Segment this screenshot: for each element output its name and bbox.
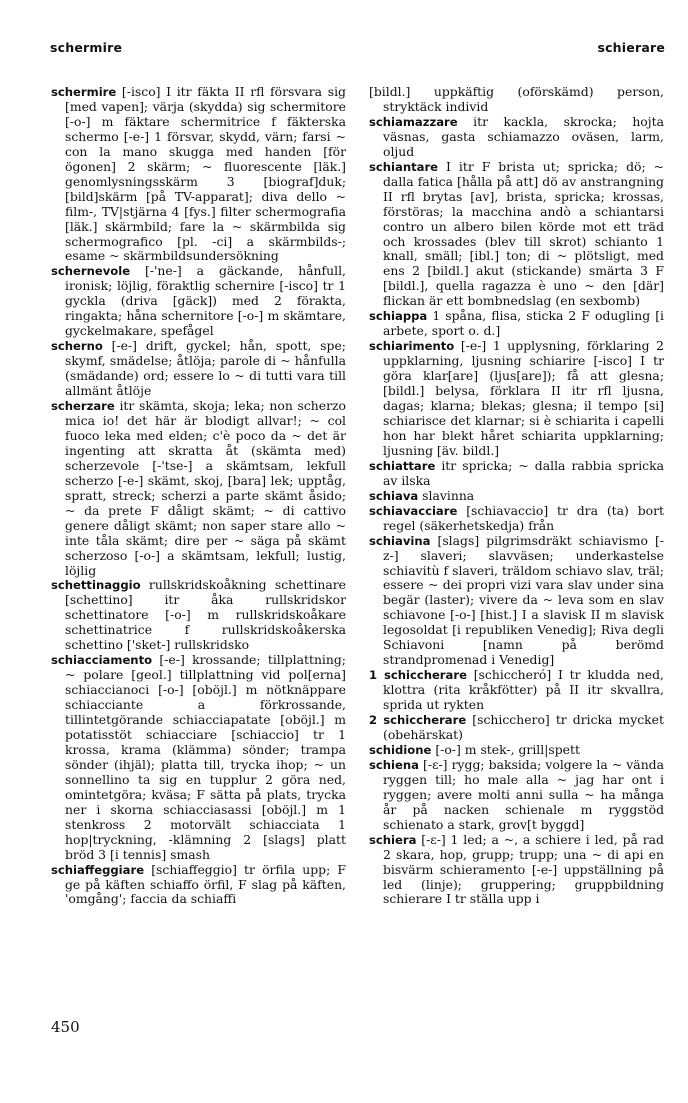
dictionary-entry [369, 85, 664, 115]
entry-headword: schiavacciare [369, 503, 458, 518]
entry-definition: [-e-] krossande; tillplattning; ~ polare [geol.] tillplattning vid pol[erna] schiaccianoci [-o-] [oböjl.] m nötknäppare schiacciante a förkrossande, tillintetgörande schiacciapatate [oböjl.] m potatisstöt schiacciare [schiaccio] tr 1 krossa, krama (klämma) sönder; trampa sönder (ihjäl); platta till, trycka ihop; ~ un sonnellino ta sig en tupplur 2 göra ned, omintetgöra; kväsa; F sätta på plats, trycka ner i skorna schiacciasassi [oböjl.] m 1 stenkross 2 motorvält schiacciata 1 hop|tryckning, -klämning 2 [slags] platt bröd 3 [i tennis] smash [65, 652, 346, 862]
entry-definition: [slags] pilgrimsdräkt schiavismo [-z-] slaveri; slavväsen; underkastelse schiavitù f slaveri, träldom schiavo slav, träl; essere ~ dei propri vizi vara slav under sina begär (laster); vivere da ~ leva som en slav schiavone [-o-] [hist.] I a slavisk II m slavisk legosoldat [i republiken Venedig]; Riva degli Schiavoni [namn på berömd strandpromenad i Venedig] [383, 532, 664, 668]
entry-definition: rullskridskoåkning schettinare [schettino] itr åka rullskridskor schettinatore [-o-] m rullskridskoåkare schettinatrice f rullskridskoåkerska schettino ['sket-] rullskridsko [65, 577, 346, 653]
dictionary-entry [369, 489, 664, 504]
running-header [50, 40, 665, 55]
entry-headword: scherzare [51, 399, 115, 414]
dictionary-entry [51, 339, 346, 399]
entry-headword: schernevole [51, 264, 131, 279]
dictionary-entry [51, 863, 346, 908]
entry-headword: schiera [369, 832, 417, 847]
dictionary-entry [369, 504, 664, 534]
header-guide-word-right: schierare [597, 40, 665, 55]
entry-definition: [bildl.] uppkäftig (oförskämd) person, stryktäck individ [369, 84, 664, 114]
dictionary-entry [369, 833, 664, 908]
entry-headword: schiava [369, 488, 419, 503]
entry-headword: schidione [369, 742, 432, 757]
entry-definition: [-ε-] rygg; baksida; volgere la ~ vända ryggen till; ho male alla ~ jag har ont i ryggen; avere molti anni sulla ~ ha många år på nacken schienale m ryggstöd schienato a stark, grov[t byggd] [383, 756, 664, 832]
entry-definition: slavinna [422, 487, 475, 503]
entry-headword: schiappa [369, 309, 428, 324]
dictionary-entry [369, 309, 664, 339]
entry-definition: [-e-] 1 upplysning, förklaring 2 uppklarning, ljusning schiarire [-isco] I tr göra klar[are] (ljus[are]); få att glesna; [bildl.] belysa, förklara II itr rfl ljusna, dagas; klarna; blekas; glesna; il tempo [si] schiarisce det klarnar; si è schiarita i capelli hon har blekt håret schiarita uppklarning; ljusning [äv. bildl.] [383, 338, 664, 458]
entry-definition: [-o-] m stek-, grill|spett [435, 741, 580, 757]
entry-headword: 1 schiccherare [369, 668, 467, 683]
dictionary-entry [369, 459, 664, 489]
entry-headword: schermire [51, 85, 117, 99]
entry-definition: 1 spåna, flisa, sticka 2 F odugling [i arbete, sport o. d.] [383, 308, 664, 339]
entry-headword: schiacciamento [51, 653, 153, 668]
entry-definition: [-e-] drift, gyckel; hån, spott, spe; skymf, smädelse; åtlöja; parole di ~ hånfulla (smädande) ord; essere lo ~ di tutti vara till allmänt åtlöje [65, 338, 346, 399]
entry-headword: schiantare [369, 159, 439, 174]
dictionary-entry [369, 743, 664, 758]
entry-definition: [schiaffeggio] tr örfila upp; F ge på käften schiaffo örfil, F slag på käften, 'omgång'; faccia da schiaffi [65, 861, 346, 907]
entry-headword: schiaffeggiare [51, 862, 145, 877]
entry-headword: schettinaggio [51, 578, 141, 593]
entry-headword: scherno [51, 339, 103, 354]
dictionary-entry [369, 534, 664, 669]
dictionary-entry [51, 399, 346, 578]
dictionary-entry [51, 85, 346, 264]
entry-headword: schiena [369, 757, 419, 772]
dictionary-entry [369, 160, 664, 310]
page-number: 450 [51, 1018, 80, 1036]
entry-headword: schiattare [369, 458, 436, 473]
entry-definition: [schiavaccio] tr dra (ta) bort regel (säkerhetskedja) från [383, 502, 664, 533]
dictionary-entry [369, 115, 664, 160]
entry-definition: itr kackla, skrocka; hojta väsnas, gasta schiamazzo oväsen, larm, oljud [383, 113, 664, 159]
entry-definition: [-'ne-] a gäckande, hånfull, ironisk; löjlig, föraktlig schernire [-isco] tr 1 gyckla (driva [gäck]) med 2 förakta, ringakta; håna schernitore [-o-] m skämtare, gyckelmakare, spefågel [65, 263, 346, 339]
right-column [369, 85, 664, 907]
entry-definition: [schiccheró] I tr kludda ned, klottra (rita kråkfötter) på II itr skvallra, sprida ut rykten [383, 667, 664, 713]
entry-definition: [-ε-] 1 led; a ~, a schiere i led, på rad 2 skara, hop, grupp; trupp; una ~ di api en bisvärm schieramento [-e-] uppställning på led (linje); gruppering; gruppbildning schierare I tr ställa upp i [383, 831, 664, 907]
dictionary-entry [369, 713, 664, 743]
left-column [51, 85, 346, 907]
entry-definition: [-isco] I itr fäkta II rfl försvara sig [med vapen]; värja (skydda) sig schermitore [-o-] m fäktare schermitrice f fäkterska schermo [-e-] 1 försvar, skydd, värn; farsi ~ con la mano skugga med handen [för ögonen] 2 skärm; ~ fluorescente [läk.] genomlysningsskärm 3 [biograf]duk; [bild]skärm [på TV-apparat]; diva dello ~ film-, TV|stjärna 4 [fys.] filter schermografia [läk.] skärmbild; fare la ~ skärmbilda sig schermografico [pl. -ci] a skärmbilds-; esame ~ skärmbildsundersökning [65, 84, 346, 264]
entry-headword: schiarimento [369, 339, 455, 354]
entry-definition: itr spricka; ~ dalla rabbia spricka av ilska [383, 457, 664, 488]
dictionary-entry [51, 264, 346, 339]
dictionary-entry [51, 578, 346, 653]
entry-definition: itr skämta, skoja; leka; non scherzo mica io! det här är blodigt allvar!; ~ col fuoco leka med elden; c'è poco da ~ det är ingenting att skratta åt (skämta med) scherzevole [-'tse-] a skämtsam, lekfull scherzo [-e-] skämt, skoj, [bara] lek; upptåg, spratt, streck; scherzi a parte skämt åsido; ~ da prete F dåligt skämt; ~ di cattivo genere dåligt skämt; non saper stare allo ~ inte tåla skämt; dire per ~ säga på skämt scherzoso [-o-] a skämtsam, lekfull; lustig, löjlig [65, 398, 346, 578]
entry-headword: schiamazzare [369, 114, 458, 129]
entry-definition: I itr F brista ut; spricka; dö; ~ dalla fatica [hålla på att] dö av anstrangning II rfl brytas [av], brista, spricka; krossas, förstöras; la macchina andò a schiantarsi contro un albero bilen körde mot ett träd och krossades (blev till skrot) schianto 1 knall, smäll; [ibl.] ton; di ~ plötsligt, med ens 2 [bildl.] akut (stickande) smärta 3 F [bildl.], quella ragazza è uno ~ den [där] flickan är ett bombnedslag (en sexbomb) [383, 158, 664, 309]
header-guide-word-left: schermire [50, 40, 123, 55]
entry-headword: 2 schiccherare [369, 713, 467, 728]
dictionary-entry [51, 653, 346, 862]
entry-headword: schiavina [369, 533, 431, 548]
dictionary-entry [369, 668, 664, 713]
entry-definition: [schicchero] tr dricka mycket (obehärskat) [383, 712, 664, 742]
dictionary-entry [369, 339, 664, 459]
dictionary-entry [369, 758, 664, 833]
